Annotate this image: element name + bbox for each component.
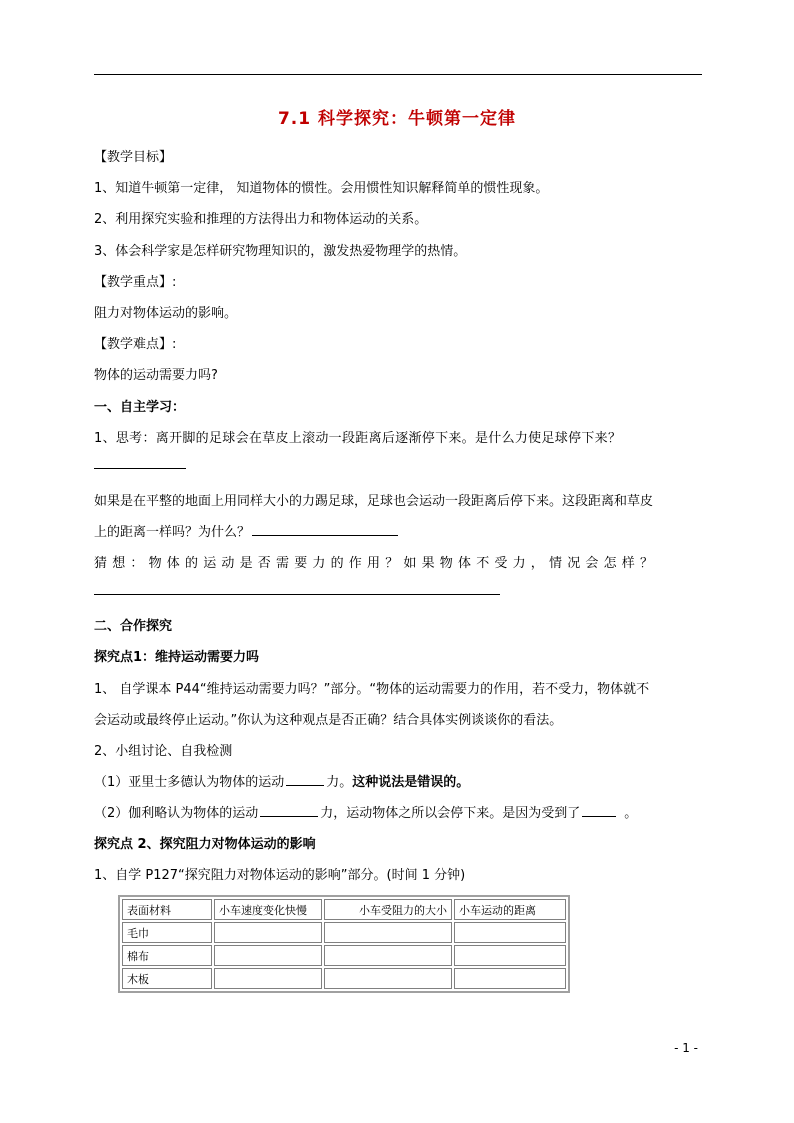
table-row-label: 木板 [122, 968, 212, 989]
table-cell [324, 945, 452, 966]
guess-text: 猜想：物体的运动是否需要力的作用？如果物体不受力，情况会怎样？ [94, 556, 659, 571]
answer-blank-2 [252, 523, 398, 536]
difficulty-text: 物体的运动需要力吗? [94, 368, 218, 383]
goal-item-2: 2、利用探究实验和推理的方法得出力和物体运动的关系。 [94, 212, 428, 227]
goal-item-3: 3、体会科学家是怎样研究物理知识的，激发热爱物理学的热情。 [94, 244, 467, 259]
table-row-label: 毛巾 [122, 922, 212, 943]
table-cell [324, 968, 452, 989]
table-row-label: 棉布 [122, 945, 212, 966]
experiment-table [118, 895, 570, 993]
galileo-question [94, 802, 637, 821]
difficulty-heading: 【教学难点】: [94, 337, 177, 352]
question-2-line1: 如果是在平整的地面上用同样大小的力踢足球，足球也会运动一段距离后停下来。这段距离和草皮 [94, 494, 654, 509]
table-row [122, 945, 566, 966]
aristotle-question [94, 771, 469, 790]
question-2-line2-text: 上的距离一样吗？为什么？ [94, 525, 251, 540]
header-rule [94, 74, 702, 75]
section2-heading: 二、合作探究 [94, 619, 173, 634]
table-cell [214, 945, 322, 966]
table-row [122, 922, 566, 943]
table-cell [454, 922, 566, 943]
galileo-text-b: 力，运动物体之所以会停下来。是因为受到了 [320, 806, 581, 821]
point2-para: 1、自学 P127“探究阻力对物体运动的影响”部分。(时间 1 分钟) [94, 868, 466, 883]
table-cell [214, 922, 322, 943]
answer-blank-1 [94, 468, 186, 469]
point1-para-line1: 1、 自学课本 P44“维持运动需要力吗？”部分。“物体的运动需要力的作用，若不受力，物体就不 [94, 682, 650, 697]
point1-heading: 探究点1：维持运动需要力吗 [94, 650, 260, 665]
galileo-blank-2 [582, 804, 616, 817]
goals-heading: 【教学目标】 [94, 150, 173, 165]
table-row [122, 968, 566, 989]
aristotle-blank [286, 773, 324, 786]
table-header-row [122, 899, 566, 920]
table-header-cell: 小车速度变化快慢 [214, 899, 322, 920]
question-1: 1、思考：离开脚的足球会在草皮上滚动一段距离后逐渐停下来。是什么力使足球停下来？ [94, 431, 622, 446]
table-cell [454, 968, 566, 989]
aristotle-text-b: 力。 [326, 775, 353, 790]
question-2-line2 [94, 521, 400, 540]
galileo-text-a: （2）伽利略认为物体的运动 [94, 806, 259, 821]
goal-item-1: 1、知道牛顿第一定律， 知道物体的惯性。会用惯性知识解释简单的惯性现象。 [94, 181, 549, 196]
aristotle-text-a: （1）亚里士多德认为物体的运动 [94, 775, 285, 790]
section1-heading: 一、自主学习： [94, 400, 186, 415]
table-header-cell: 表面材料 [122, 899, 212, 920]
group-discussion: 2、小组讨论、自我检测 [94, 744, 233, 759]
point1-para-line2: 会运动或最终停止运动。”你认为这种观点是否正确？结合具体实例谈谈你的看法。 [94, 713, 563, 728]
table-cell [214, 968, 322, 989]
galileo-text-c: 。 [624, 806, 638, 821]
galileo-blank-1 [260, 804, 318, 817]
point2-heading: 探究点 2、探究阻力对物体运动的影响 [94, 837, 316, 852]
table-header-cell: 小车运动的距离 [454, 899, 566, 920]
aristotle-text-c: 这种说法是错误的。 [352, 775, 470, 790]
key-point-text: 阻力对物体运动的影响。 [94, 306, 238, 321]
table-header-cell: 小车受阻力的大小 [324, 899, 452, 920]
answer-blank-3 [94, 594, 500, 595]
key-point-heading: 【教学重点】: [94, 275, 177, 290]
page-number: - 1 - [674, 1041, 698, 1055]
page-title: 7.1 科学探究：牛顿第一定律 [277, 109, 517, 129]
table-cell [324, 922, 452, 943]
table-cell [454, 945, 566, 966]
